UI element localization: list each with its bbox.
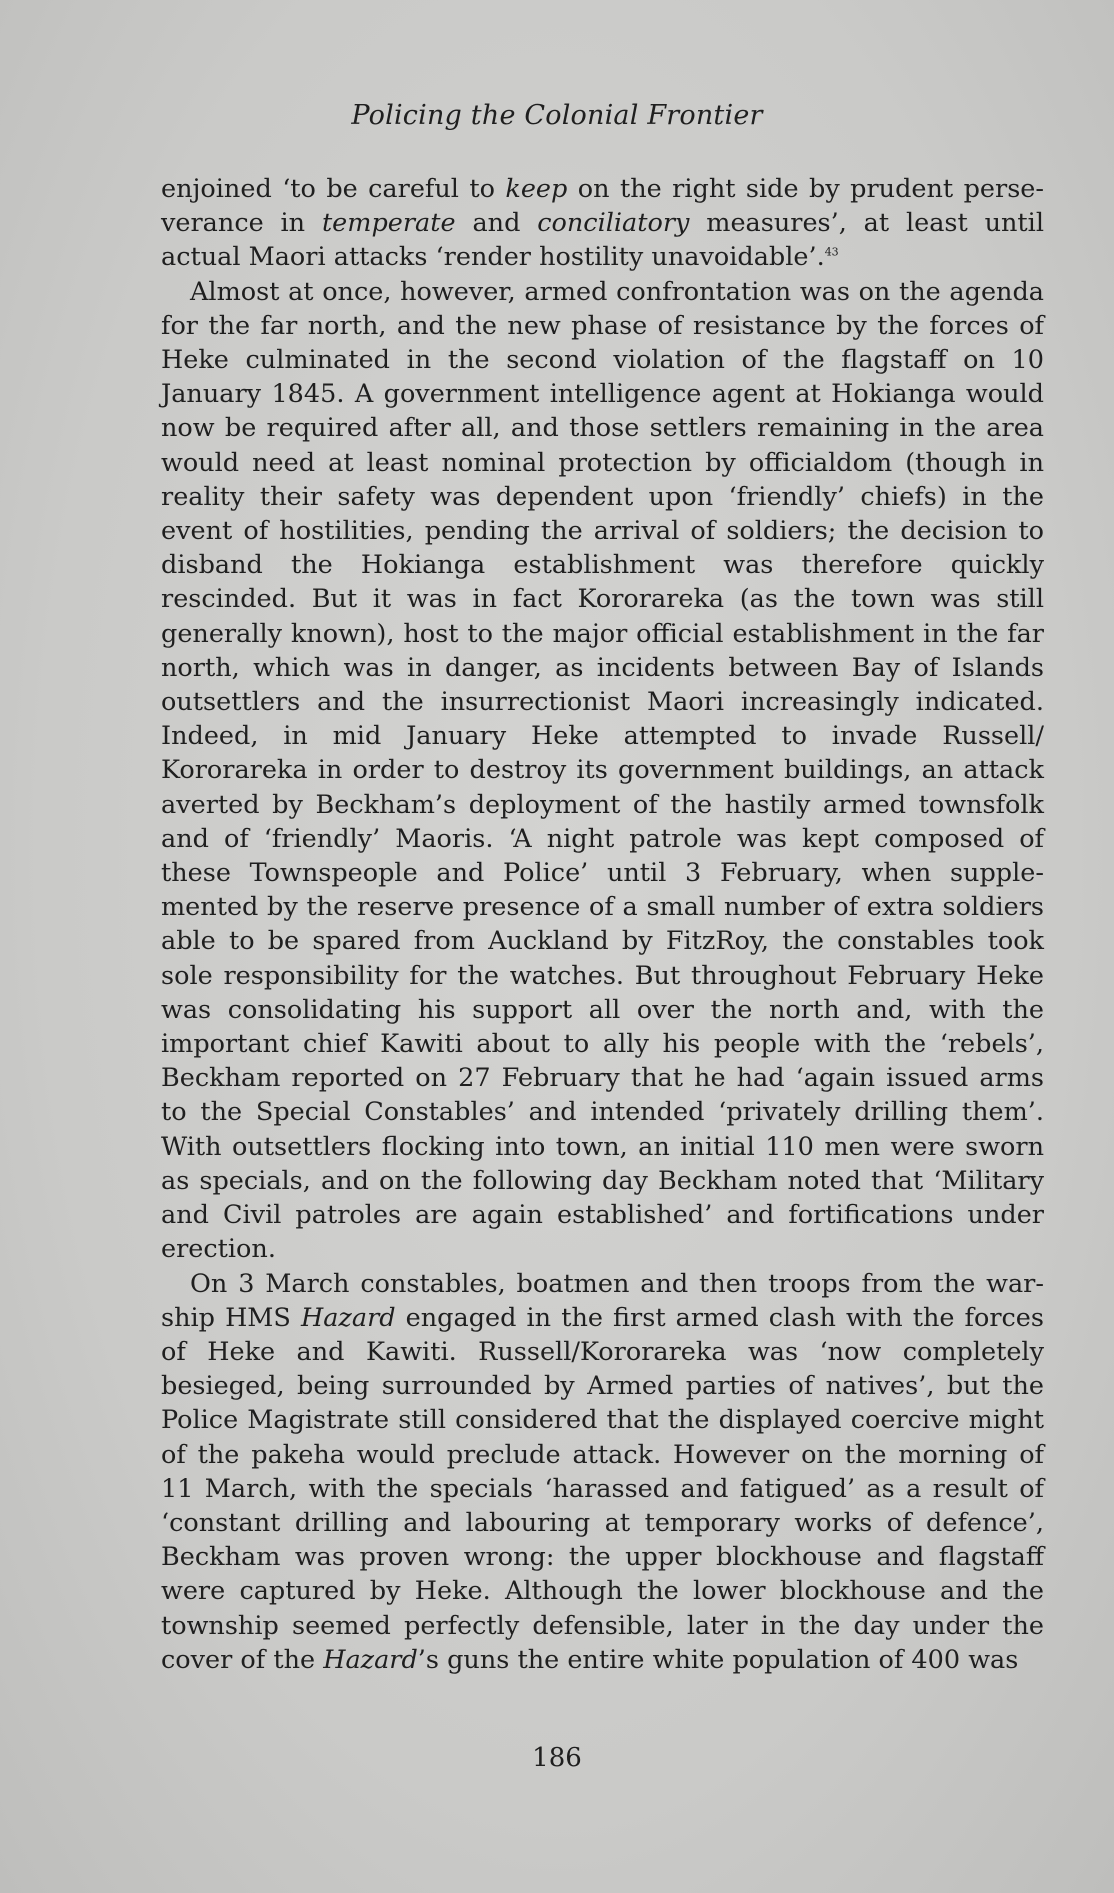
text-run: On 3 March constables, boatmen and then troops from the warship HMS [161,1268,1044,1333]
page-number: 186 [532,1743,582,1773]
running-head: Policing the Colonial Frontier [351,100,763,131]
paragraph [161,275,1044,1267]
text-run: engaged in the first armed clash with the forces of Heke and Kawiti. Russell/Kororareka was ‘now completely besieged, being surrounded by Armed parties of natives’, but the Police Magistrate still considered that the displayed coercive might of the pakeha would preclude attack. However on the morning of 11 March, with the specials ‘harassed and fatigued’ as a result of ‘constant drilling and labouring at temporary works of defence’, Beckham was proven wrong: the upper blockhouse and flagstaff were captured by Heke. Although the lower blockhouse and the township seemed perfectly defensible, later in the day under the cover of the [161,1302,1044,1675]
text-run: on the right side by prudent perseverance in [161,174,1045,239]
text-run: measures’, at least until actual Maori attacks ‘render hostility unavoidable’. [161,208,1044,273]
text-run: Almost at once, however, armed confrontation was on the agenda for the far north, and the new phase of resistance by the forces of Heke culminated in the second violation of the flagstaff on 10 January 1845. A government intelligence agent at Hokianga would now be required after all, and those settlers remaining in the area would need at least nominal protection by officialdom (though in reality their safety was dependent upon ‘friendly’ chiefs) in the event of hostilities, pending the arrival of soldiers; the decision to disband the Hokianga establishment was therefore quickly rescinded. But it was in fact Kororareka (as the town was still generally known), host to the major official establishment in the far north, which was in danger, as incidents between Bay of Islands outsettlers and the insurrectionist Maori increasingly indicated. Indeed, in mid January Heke attempted to invade Russell/​Kororareka in order to destroy its government buildings, an attack averted by Beckham’s deployment of the hastily armed townsfolk and of ‘friendly’ Maoris. ‘A night patrole was kept composed of these Townspeople and Police’ until 3 February, when supplemented by the reserve presence of a small number of extra soldiers able to be spared from Auckland by FitzRoy, the constables took sole responsibility for the watches. But throughout February Heke was consolidating his support all over the north and, with the important chief Kawiti about to ally his people with the ‘rebels’, Beckham reported on 27 February that he had ‘again issued arms to the Special Constables’ and intended ‘privately drilling them’. With outsettlers flocking into town, an initial 110 men were sworn as specials, and on the following day Beckham noted that ‘Military and Civil patroles are again established’ and fortifications under erection. [161,276,1044,1265]
italic-text: keep [505,174,568,204]
text-run: enjoined ‘to be careful to [161,174,506,204]
text-run: ’s guns the entire white population of 400 was [417,1644,1019,1675]
italic-text: conciliatory [537,208,690,239]
italic-text: Hazard [300,1302,396,1333]
text-run: and [455,208,538,239]
body-text [161,172,1044,1677]
paragraph [161,172,1044,275]
italic-text: temperate [321,208,456,239]
italic-text: Hazard [323,1644,418,1675]
paragraph [161,1267,1044,1677]
footnote-ref: 43 [824,245,839,259]
